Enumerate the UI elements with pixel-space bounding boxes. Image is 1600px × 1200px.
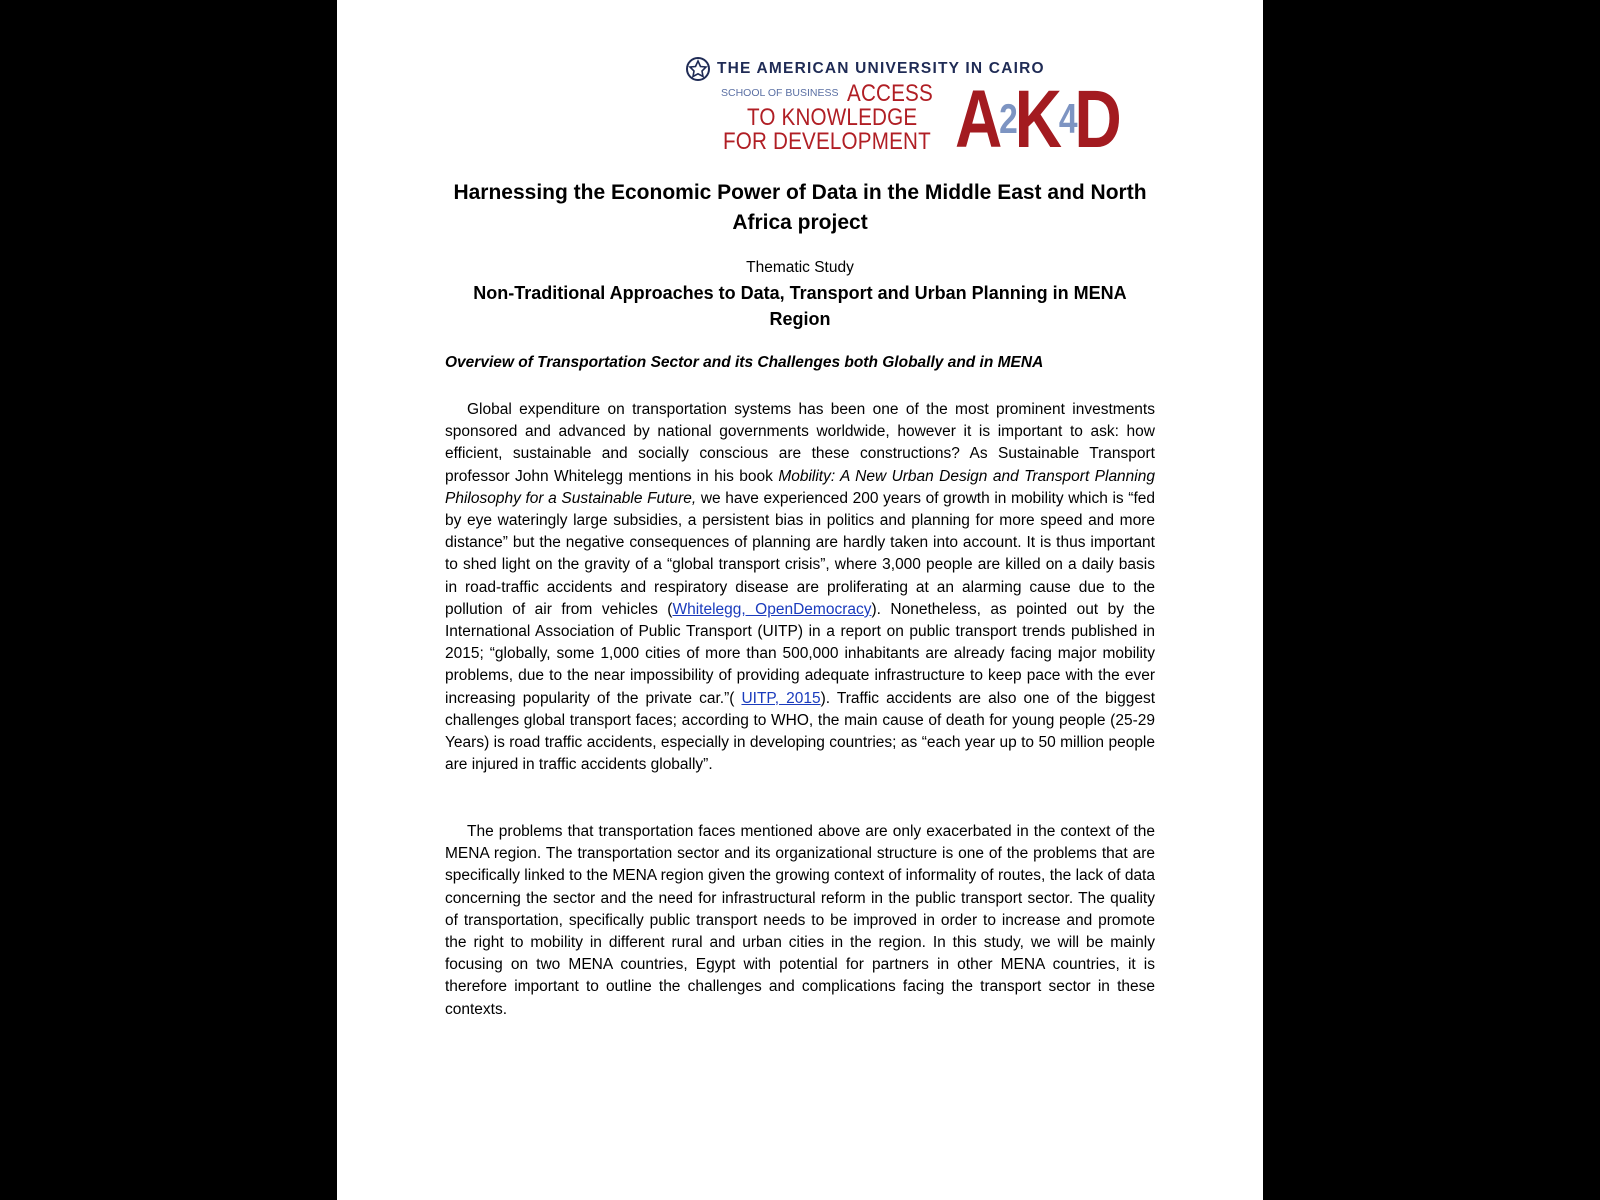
logo-letter-a: A bbox=[955, 74, 1003, 165]
logo-digit-4: 4 bbox=[1058, 95, 1078, 142]
thematic-label: Thematic Study bbox=[746, 259, 854, 276]
university-name: THE AMERICAN UNIVERSITY IN CAIRO bbox=[717, 60, 1045, 77]
citation-link-whitelegg[interactable]: Whitelegg, OpenDemocracy bbox=[672, 600, 872, 618]
paragraph-1-part-3: ). Nonetheless, as pointed out by the International Association of Public Transport (UITP) in a report on public transport trends published in 2015; “globally, some 1,000 cities of more than 500,000 inhabitants are already facing major mobility problems, due to the near impossibility of providing adequate infrastructure to keep pace with the ever increasing popularity of the private car.”( bbox=[445, 600, 1155, 707]
program-line-1: ACCESS bbox=[847, 80, 933, 107]
section-heading: Overview of Transportation Sector and its Challenges both Globally and in MENA bbox=[445, 354, 1044, 371]
program-line-2: TO KNOWLEDGE bbox=[747, 104, 918, 131]
paragraph-1-part-2: we have experienced 200 years of growth in mobility which is “fed by eye wateringly large subsidies, a persistent bias in politics and planning for more speed and more distance” but the negative consequences of planning are hardly taken into account. It is thus important to shed light on the gravity of a “global transport crisis”, where 3,000 people are killed on a daily basis in road-traffic accidents and respiratory disease are proliferating at an alarming cause due to the pollution of air from vehicles ( bbox=[445, 489, 1155, 618]
paragraph-1 bbox=[445, 399, 1155, 776]
document-page bbox=[337, 0, 1263, 1200]
program-line-3: FOR DEVELOPMENT bbox=[723, 128, 931, 155]
paragraph-1-part-4: ). Traffic accidents are also one of the biggest challenges global transport faces; according to WHO, the main cause of death for young people (25-29 Years) is road traffic accidents, especially in developing countries; as “each year up to 50 million people are injured in traffic accidents globally”. bbox=[445, 689, 1156, 774]
document-title: Harnessing the Economic Power of Data in the Middle East and North Africa project bbox=[453, 181, 1147, 234]
auc-seal-icon bbox=[685, 56, 711, 82]
school-label: SCHOOL OF BUSINESS bbox=[721, 87, 839, 99]
paragraph-1-part-1: Global expenditure on transportation systems has been one of the most prominent investments sponsored and advanced by national governments worldwide, however it is important to ask: how efficient, sustainable and socially conscious are these constructions? As Sustainable Transport professor John Whitelegg mentions in his book bbox=[445, 401, 1155, 485]
logo-letter-d: D bbox=[1074, 74, 1122, 165]
logo-letter-k: K bbox=[1014, 74, 1063, 165]
study-subtitle: Non-Traditional Approaches to Data, Transport and Urban Planning in MENA Region bbox=[473, 283, 1127, 329]
a2k4d-wordmark bbox=[955, 74, 1122, 165]
logo-digit-2: 2 bbox=[999, 95, 1018, 142]
paragraph-2: The problems that transportation faces mentioned above are only exacerbated in the context of the MENA region. The transportation sector and its organizational structure is one of the problems that are specifically linked to the MENA region given the growing context of informality of routes, the lack of data concerning the sector and the need for infrastructural reform in the public transport sector. The quality of transportation, specifically public transport needs to be improved in order to increase and promote the right to mobility in different rural and urban cities in the region. In this study, we will be mainly focusing on two MENA countries, Egypt with potential for partners in other MENA countries, it is therefore important to outline the challenges and complications facing the transport sector in these contexts. bbox=[445, 823, 1155, 1018]
citation-link-uitp[interactable]: UITP, 2015 bbox=[741, 689, 821, 707]
book-title: Mobility: A New Urban Design and Transport Planning Philosophy for a Sustainable Future, bbox=[445, 467, 1155, 507]
a2k4d-logo bbox=[721, 74, 1122, 165]
